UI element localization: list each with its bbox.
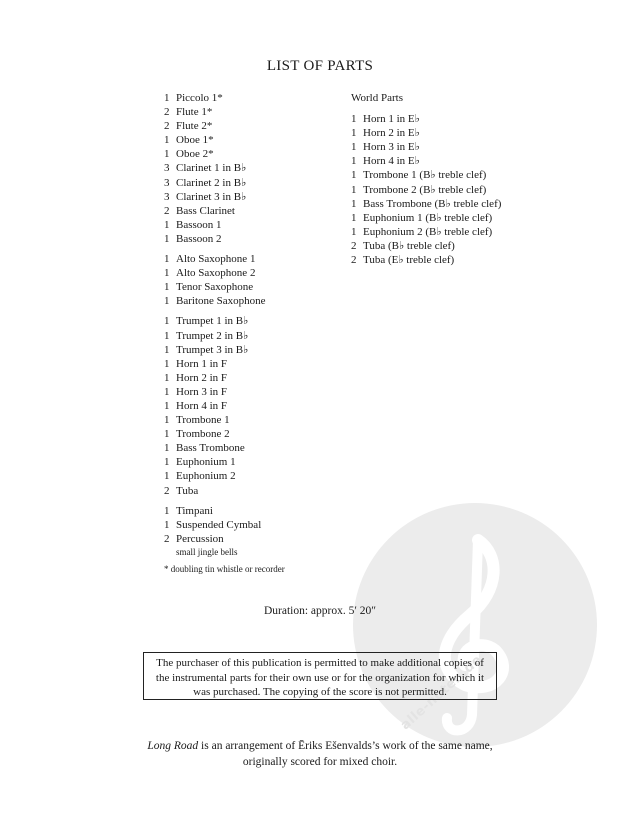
- part-row: [351, 253, 501, 267]
- part-name: Horn 2 in E♭: [363, 127, 420, 140]
- part-row: [164, 190, 266, 204]
- part-row: [164, 357, 266, 371]
- part-name: Trombone 1 (B♭ treble clef): [363, 169, 487, 182]
- part-name: Tuba (B♭ treble clef): [363, 239, 455, 252]
- part-quantity: 1: [164, 414, 170, 427]
- part-name: Clarinet 1 in B♭: [176, 162, 247, 175]
- part-row: [164, 484, 266, 498]
- part-name: Timpani: [176, 504, 213, 517]
- part-row: [164, 119, 266, 133]
- notice-line: was purchased. The copying of the score is not permitted.: [193, 686, 447, 698]
- part-row: [164, 204, 266, 218]
- part-quantity: 2: [164, 484, 170, 497]
- part-quantity: 2: [164, 106, 170, 119]
- part-name: Horn 3 in F: [176, 385, 228, 398]
- part-row: [164, 399, 266, 413]
- part-note: small jingle bells: [176, 546, 238, 557]
- part-name: Euphonium 2: [176, 470, 236, 483]
- part-name: Euphonium 1: [176, 456, 236, 469]
- part-row: [164, 133, 266, 147]
- part-quantity: 1: [164, 218, 170, 231]
- part-row: [164, 455, 266, 469]
- part-quantity: 1: [164, 343, 170, 356]
- part-name: Oboe 1*: [176, 134, 214, 147]
- part-row: [164, 147, 266, 161]
- part-row: [351, 211, 501, 225]
- part-name: Tenor Saxophone: [176, 281, 254, 294]
- part-name: Euphonium 2 (B♭ treble clef): [363, 225, 493, 238]
- part-quantity: 1: [164, 232, 170, 245]
- part-name: Piccolo 1*: [176, 92, 223, 104]
- part-name: Trombone 2 (B♭ treble clef): [363, 183, 487, 196]
- part-quantity: 1: [164, 385, 170, 398]
- part-name: Horn 3 in E♭: [363, 141, 420, 154]
- part-quantity: 1: [351, 169, 357, 182]
- part-quantity: 2: [351, 239, 357, 252]
- part-row: [164, 518, 266, 532]
- part-quantity: 1: [164, 148, 170, 161]
- part-name: Euphonium 1 (B♭ treble clef): [363, 211, 493, 224]
- world-parts-heading: World Parts: [351, 92, 403, 104]
- part-row: [351, 225, 501, 239]
- part-quantity: 3: [164, 162, 170, 175]
- part-quantity: 1: [164, 470, 170, 483]
- part-row: [164, 427, 266, 441]
- part-row: [351, 140, 501, 154]
- part-name: Flute 1*: [176, 106, 213, 119]
- part-name: Alto Saxophone 2: [176, 267, 256, 280]
- part-row: [164, 280, 266, 294]
- watermark-text: alle-noten.de: [398, 652, 486, 734]
- part-quantity: 1: [351, 225, 357, 238]
- part-quantity: 1: [351, 197, 357, 210]
- part-name: Baritone Saxophone: [176, 295, 266, 308]
- part-row: [164, 294, 266, 308]
- part-name: Trumpet 2 in B♭: [176, 329, 249, 342]
- part-name: Bassoon 2: [176, 232, 222, 245]
- part-row: [164, 532, 266, 546]
- part-row: [164, 176, 266, 190]
- part-row: [164, 232, 266, 246]
- part-name: Clarinet 2 in B♭: [176, 176, 247, 189]
- footnote: * doubling tin whistle or recorder: [164, 564, 285, 574]
- part-name: Tuba: [176, 484, 199, 497]
- part-quantity: 1: [351, 127, 357, 140]
- part-name: Horn 4 in E♭: [363, 155, 420, 168]
- part-row: [164, 413, 266, 427]
- part-quantity: 1: [164, 281, 170, 294]
- part-row: [351, 168, 501, 182]
- part-quantity: 1: [351, 113, 357, 126]
- credit-text-line2: originally scored for mixed choir.: [242, 756, 398, 768]
- copy-permission-notice: [143, 652, 497, 700]
- part-row: [164, 343, 266, 357]
- part-quantity: 1: [351, 155, 357, 168]
- part-quantity: 1: [164, 371, 170, 384]
- part-row: [351, 183, 501, 197]
- part-row: [351, 112, 501, 126]
- part-name: Tuba (E♭ treble clef): [363, 254, 455, 267]
- part-row: [164, 218, 266, 232]
- part-name: Clarinet 3 in B♭: [176, 190, 247, 203]
- part-row: [164, 161, 266, 175]
- part-name: Horn 2 in F: [176, 371, 228, 384]
- part-row: [164, 91, 266, 105]
- part-quantity: 1: [164, 456, 170, 469]
- part-quantity: 1: [164, 399, 170, 412]
- part-row: [164, 105, 266, 119]
- part-name: Bass Trombone (B♭ treble clef): [363, 197, 502, 210]
- part-row: [351, 126, 501, 140]
- work-title: Long Road: [147, 740, 199, 752]
- part-name: Horn 1 in E♭: [363, 113, 420, 126]
- part-row: [164, 314, 266, 328]
- part-name: Bass Trombone: [176, 442, 245, 455]
- part-row: [164, 252, 266, 266]
- part-quantity: 2: [164, 204, 170, 217]
- part-name: Bassoon 1: [176, 218, 222, 231]
- credit-text: is an arrangement of Ēriks Ešenvalds’s work of the same name,: [198, 740, 493, 752]
- notice-line: The purchaser of this publication is permitted to make additional copies of: [156, 657, 484, 669]
- part-name: Oboe 2*: [176, 148, 214, 161]
- part-name: Trombone 1: [176, 414, 230, 427]
- part-quantity: 1: [164, 295, 170, 308]
- part-name: Bass Clarinet: [176, 204, 235, 217]
- duration: Duration: approx. 5′ 20″: [263, 605, 377, 617]
- part-name: Trumpet 3 in B♭: [176, 343, 249, 356]
- part-row: [164, 371, 266, 385]
- part-row: [164, 385, 266, 399]
- part-quantity: 1: [164, 518, 170, 531]
- part-quantity: 1: [351, 183, 357, 196]
- part-row: [164, 469, 266, 483]
- part-row: [351, 239, 501, 253]
- part-quantity: 2: [351, 254, 357, 267]
- part-row: [351, 154, 501, 168]
- part-name: Horn 1 in F: [176, 357, 228, 370]
- part-quantity: 1: [164, 504, 170, 517]
- part-quantity: 1: [164, 329, 170, 342]
- arrangement-credit: [0, 738, 640, 770]
- parts-list-left: [164, 91, 266, 558]
- part-row: [351, 197, 501, 211]
- part-quantity: 1: [164, 442, 170, 455]
- part-quantity: 1: [164, 357, 170, 370]
- part-quantity: 3: [164, 176, 170, 189]
- part-quantity: 1: [351, 141, 357, 154]
- part-quantity: 1: [164, 315, 170, 328]
- part-name: Suspended Cymbal: [176, 518, 262, 531]
- part-quantity: 1: [164, 428, 170, 441]
- part-row: [164, 441, 266, 455]
- part-row: [164, 504, 266, 518]
- part-name: Trombone 2: [176, 428, 230, 441]
- part-quantity: 1: [351, 211, 357, 224]
- part-quantity: 2: [164, 532, 170, 545]
- part-row: [164, 266, 266, 280]
- part-name: Horn 4 in F: [176, 399, 228, 412]
- notice-line: the instrumental parts for their own use or for the organization for which it: [155, 671, 485, 684]
- part-quantity: 1: [164, 134, 170, 147]
- watermark-clef-icon: [350, 500, 600, 750]
- world-parts-list: [351, 91, 501, 267]
- part-quantity: 2: [164, 120, 170, 133]
- part-quantity: 1: [164, 92, 170, 104]
- page-title: LIST OF PARTS: [266, 58, 374, 74]
- part-quantity: 1: [164, 253, 170, 266]
- part-name: Trumpet 1 in B♭: [176, 315, 249, 328]
- part-name: Alto Saxophone 1: [176, 253, 256, 266]
- part-quantity: 3: [164, 190, 170, 203]
- part-name: Percussion: [176, 532, 224, 545]
- part-quantity: 1: [164, 267, 170, 280]
- part-row: [164, 329, 266, 343]
- part-name: Flute 2*: [176, 120, 213, 133]
